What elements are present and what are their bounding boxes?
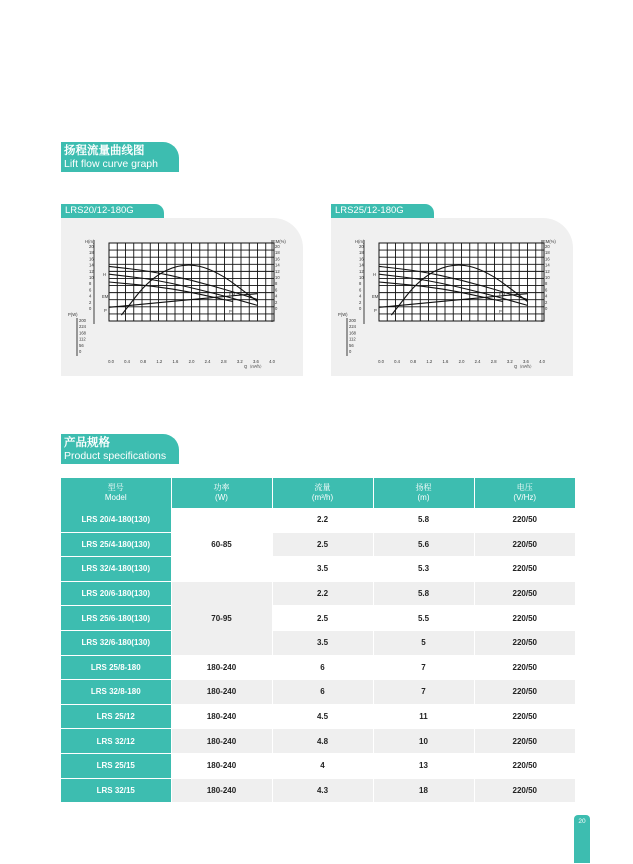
cell-head: 5.8 [373, 581, 474, 606]
cell-flow: 6 [272, 680, 373, 705]
cell-head: 7 [373, 655, 474, 680]
p-tick-label: 112 [349, 336, 356, 342]
cell-head: 5.6 [373, 532, 474, 557]
cell-power: 60-85 [171, 508, 272, 581]
q-tick-label: 2.8 [490, 359, 497, 364]
cell-model: LRS 32/6-180(130) [61, 630, 171, 655]
header-model: 型号 Model [61, 478, 171, 508]
h-axis-label: H(m) [355, 239, 365, 244]
p-axis-label: P(W) [338, 312, 348, 317]
table-row [61, 532, 575, 557]
q-tick-label: 2.8 [220, 359, 227, 364]
cell-model: LRS 20/4-180(130) [61, 508, 171, 532]
cell-flow: 4 [272, 753, 373, 778]
p-tick-label: 0 [349, 349, 352, 354]
section-title-cn: 产品规格 [64, 437, 110, 449]
q-tick-label: 1.2 [426, 359, 433, 364]
q-tick-label: 4.0 [269, 359, 275, 364]
em-tick-label: 18 [545, 250, 550, 256]
p-tick-label: 168 [79, 330, 86, 336]
cell-flow: 3.5 [272, 557, 373, 582]
cell-head: 7 [373, 680, 474, 705]
table-row [61, 630, 575, 655]
cell-flow: 3.5 [272, 630, 373, 655]
p-axis-label: P(W) [68, 312, 78, 317]
cell-flow: 4.5 [272, 704, 373, 729]
h-tick-label: 12 [359, 268, 364, 274]
h-tick-label: 14 [359, 262, 364, 268]
p-tick-label: 168 [349, 330, 356, 336]
em-tick-label: 4 [275, 293, 278, 299]
h-tick-label: 20 [89, 244, 94, 249]
p-tick-label: 224 [349, 324, 356, 330]
table-row [61, 753, 575, 778]
h-tick-label: 4 [89, 293, 92, 299]
cell-head: 5.5 [373, 606, 474, 631]
h-tick-label: 8 [359, 281, 362, 287]
cell-power: 180-240 [171, 704, 272, 729]
section-title-en: Product specifications [64, 450, 167, 462]
em-tick-label: 10 [545, 275, 550, 280]
table-row [61, 557, 575, 582]
cell-head: 18 [373, 778, 474, 803]
chart-card-2 [331, 218, 573, 376]
cell-model: LRS 32/8-180 [61, 680, 171, 705]
cell-voltage: 220/50 [474, 753, 575, 778]
p-tick-label: 224 [79, 324, 86, 330]
chart-card-1 [61, 218, 303, 376]
p-tick-label: 112 [79, 336, 86, 342]
h-tick-label: 16 [359, 256, 364, 262]
series-label-em-right: EM [499, 292, 506, 297]
cell-model: LRS 25/15 [61, 753, 171, 778]
em-tick-label: 10 [275, 275, 280, 280]
series-label-em: EM [372, 294, 379, 299]
cell-flow: 2.2 [272, 581, 373, 606]
cell-voltage: 220/50 [474, 630, 575, 655]
cell-flow: 2.5 [272, 606, 373, 631]
h-tick-label: 6 [359, 287, 362, 293]
p-tick-label: 0 [79, 349, 82, 354]
h-tick-label: 18 [89, 250, 94, 256]
q-tick-label: 2.0 [188, 359, 195, 364]
q-tick-label: 3.6 [252, 359, 259, 364]
cell-voltage: 220/50 [474, 532, 575, 557]
em-tick-label: 4 [545, 293, 548, 299]
em-tick-label: 0 [275, 306, 278, 311]
q-tick-label: 2.4 [204, 359, 211, 364]
cell-flow: 6 [272, 655, 373, 680]
em-tick-label: 6 [545, 287, 548, 293]
cell-power: 180-240 [171, 655, 272, 680]
q-tick-label: 2.4 [474, 359, 481, 364]
cell-flow: 4.3 [272, 778, 373, 803]
cell-model: LRS 32/4-180(130) [61, 557, 171, 582]
cell-head: 5.8 [373, 508, 474, 532]
em-axis-label: EM(%) [543, 239, 556, 244]
q-tick-label: 3.2 [506, 359, 513, 364]
cell-model: LRS 32/12 [61, 729, 171, 754]
h-tick-label: 12 [89, 268, 94, 274]
table-row [61, 606, 575, 631]
cell-model: LRS 32/15 [61, 778, 171, 803]
q-tick-label: 4.0 [539, 359, 545, 364]
h-tick-label: 2 [89, 299, 92, 305]
cell-power: 180-240 [171, 680, 272, 705]
section-title-cn: 扬程流量曲线图 [64, 145, 145, 157]
header-flow: 流量 (m³/h) [272, 478, 373, 508]
cell-voltage: 220/50 [474, 704, 575, 729]
h-tick-label: 18 [359, 250, 364, 256]
em-axis-label: EM(%) [273, 239, 286, 244]
cell-voltage: 220/50 [474, 680, 575, 705]
em-tick-label: 12 [545, 268, 550, 274]
series-label-em-right: EM [229, 292, 236, 297]
em-tick-label: 20 [275, 244, 280, 249]
em-tick-label: 20 [545, 244, 550, 249]
cell-voltage: 220/50 [474, 508, 575, 532]
q-tick-label: 0.0 [108, 359, 114, 364]
h-tick-label: 0 [89, 306, 92, 311]
cell-head: 10 [373, 729, 474, 754]
em-tick-label: 12 [275, 268, 280, 274]
table-row [61, 655, 575, 680]
em-tick-label: 18 [275, 250, 280, 256]
h-tick-label: 8 [89, 281, 92, 287]
cell-flow: 2.5 [272, 532, 373, 557]
series-label-p: P [104, 308, 107, 313]
spec-table [61, 478, 575, 803]
q-tick-label: 0.8 [140, 359, 147, 364]
em-tick-label: 16 [275, 256, 280, 262]
header-voltage: 电压 (V/Hz) [474, 478, 575, 508]
cell-model: LRS 25/12 [61, 704, 171, 729]
cell-power: 180-240 [171, 778, 272, 803]
cell-model: LRS 25/4-180(130) [61, 532, 171, 557]
cell-head: 5.3 [373, 557, 474, 582]
chart-tab-1: LRS20/12-180G [61, 204, 164, 218]
series-label-p: P [374, 308, 377, 313]
cell-power: 180-240 [171, 729, 272, 754]
p-tick-label: 56 [349, 342, 354, 348]
cell-head: 13 [373, 753, 474, 778]
series-label-p-right: P [229, 309, 232, 314]
cell-head: 11 [373, 704, 474, 729]
header-power: 功率 (W) [171, 478, 272, 508]
cell-voltage: 220/50 [474, 606, 575, 631]
p-tick-label: 200 [79, 318, 86, 323]
page-number: 20 [574, 815, 590, 863]
q-tick-label: 0.0 [378, 359, 384, 364]
q-tick-label: 0.4 [394, 359, 401, 364]
h-tick-label: 0 [359, 306, 362, 311]
h-tick-label: 4 [359, 293, 362, 299]
q-axis-label: Q（m³/h） [243, 364, 265, 369]
series-label-h: H [373, 272, 377, 277]
table-row [61, 704, 575, 729]
series-label-h: H [103, 272, 107, 277]
h-tick-label: 10 [359, 275, 364, 280]
q-tick-label: 2.0 [458, 359, 465, 364]
cell-voltage: 220/50 [474, 557, 575, 582]
chart-svg-2 [331, 218, 573, 376]
q-tick-label: 1.6 [172, 359, 179, 364]
q-axis-label: Q（m³/h） [513, 364, 535, 369]
chart-svg-1 [61, 218, 303, 376]
section-tag-spec [61, 434, 179, 464]
table-header-row [61, 478, 575, 508]
em-tick-label: 2 [545, 299, 548, 305]
header-head: 扬程 (m) [373, 478, 474, 508]
q-tick-label: 1.2 [156, 359, 163, 364]
q-tick-label: 0.4 [124, 359, 131, 364]
em-tick-label: 6 [275, 287, 278, 293]
h-tick-label: 6 [89, 287, 92, 293]
em-tick-label: 2 [275, 299, 278, 305]
em-tick-label: 14 [545, 262, 550, 268]
cell-flow: 4.8 [272, 729, 373, 754]
h-tick-label: 20 [359, 244, 364, 249]
table-row [61, 680, 575, 705]
p-tick-label: 56 [79, 342, 84, 348]
h-axis-label: H(m) [85, 239, 95, 244]
table-row [61, 581, 575, 606]
cell-power: 70-95 [171, 581, 272, 655]
cell-model: LRS 25/8-180 [61, 655, 171, 680]
em-tick-label: 8 [545, 281, 548, 287]
section-tag-curve [61, 142, 179, 172]
section-title-en: Lift flow curve graph [64, 158, 158, 170]
cell-voltage: 220/50 [474, 778, 575, 803]
cell-model: LRS 20/6-180(130) [61, 581, 171, 606]
cell-flow: 2.2 [272, 508, 373, 532]
q-tick-label: 1.6 [442, 359, 449, 364]
q-tick-label: 0.8 [410, 359, 417, 364]
h-tick-label: 10 [89, 275, 94, 280]
em-tick-label: 14 [275, 262, 280, 268]
q-tick-label: 3.2 [236, 359, 243, 364]
series-label-p-right: P [499, 309, 502, 314]
q-tick-label: 3.6 [522, 359, 529, 364]
cell-voltage: 220/50 [474, 655, 575, 680]
cell-power: 180-240 [171, 753, 272, 778]
h-tick-label: 16 [89, 256, 94, 262]
em-tick-label: 0 [545, 306, 548, 311]
cell-voltage: 220/50 [474, 581, 575, 606]
cell-head: 5 [373, 630, 474, 655]
h-tick-label: 2 [359, 299, 362, 305]
h-tick-label: 14 [89, 262, 94, 268]
series-label-em: EM [102, 294, 109, 299]
table-row [61, 508, 575, 532]
cell-voltage: 220/50 [474, 729, 575, 754]
chart-tab-2: LRS25/12-180G [331, 204, 434, 218]
cell-model: LRS 25/6-180(130) [61, 606, 171, 631]
table-row [61, 729, 575, 754]
em-tick-label: 8 [275, 281, 278, 287]
em-tick-label: 16 [545, 256, 550, 262]
p-tick-label: 200 [349, 318, 356, 323]
table-row [61, 778, 575, 803]
